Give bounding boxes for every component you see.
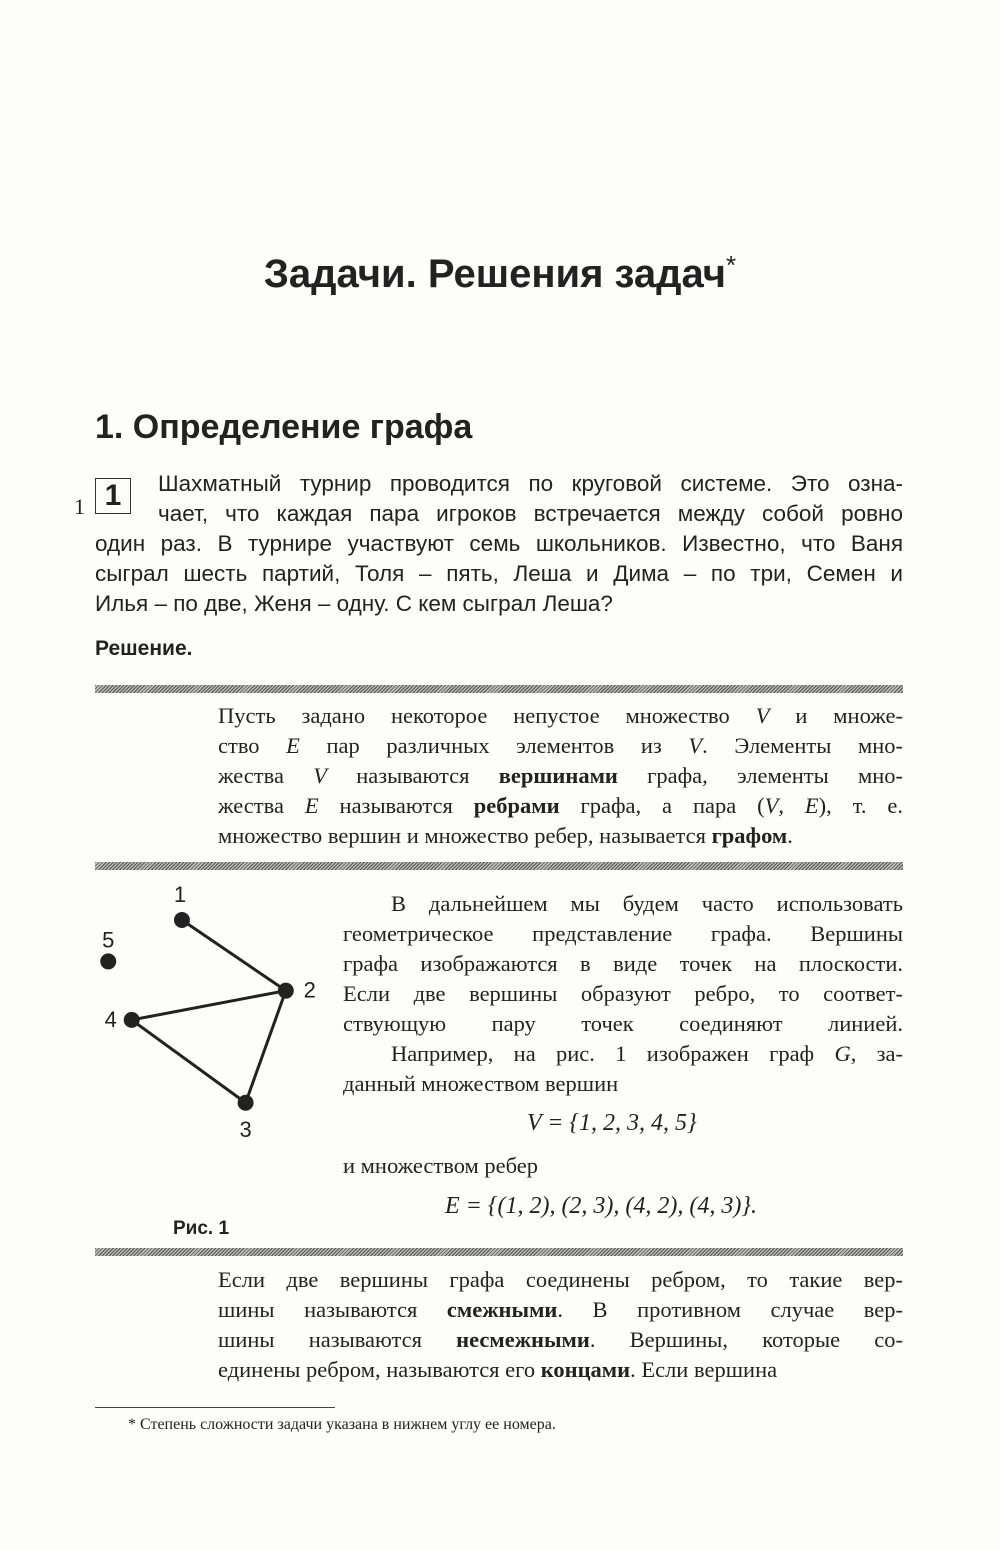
text-segment: жества [218, 793, 305, 818]
text-segment: G [834, 1041, 851, 1066]
text-line [343, 921, 903, 947]
vertex-set-formula: V = {1, 2, 3, 4, 5} [527, 1110, 697, 1136]
hatched-divider [95, 862, 903, 870]
text-segment: ствующую пару точек соединяют линией. [343, 1011, 903, 1036]
text-line [218, 733, 903, 759]
text-segment: шины называются [218, 1297, 447, 1322]
graph-edge [246, 991, 286, 1103]
page-title [0, 252, 1000, 297]
text-segment: V [688, 733, 703, 758]
graph-vertex [100, 953, 116, 969]
text-segment: ), т. е. [818, 793, 903, 818]
footnote-mark: * [726, 250, 737, 280]
text-segment: данный множеством вершин [343, 1071, 619, 1096]
text-line [218, 1267, 903, 1293]
text-segment: графа, элементы мно- [617, 763, 903, 788]
text-segment: . Элементы мно- [702, 733, 904, 758]
text-segment: единены ребром, называются его [218, 1357, 541, 1382]
text-line [343, 1071, 903, 1097]
bold-term: ребрами [473, 793, 560, 818]
vertex-label: 3 [239, 1116, 252, 1142]
bold-term: вершинами [498, 763, 618, 788]
text-line [343, 981, 903, 1007]
text-segment: V [764, 793, 779, 818]
hatched-divider [95, 1248, 903, 1256]
text-line [95, 561, 903, 587]
graph-edge [132, 991, 286, 1020]
text-line [95, 591, 903, 617]
text-segment: E [804, 793, 819, 818]
text-segment: Если две вершины графа соединены ребром, то такие вер- [218, 1267, 903, 1292]
text-line [158, 471, 903, 497]
vertex-label: 1 [173, 882, 187, 907]
edges-intro: и множеством ребер [343, 1153, 539, 1178]
problem-number-box: 1 [95, 478, 131, 514]
text-line [343, 1011, 903, 1037]
graph-edge [182, 920, 286, 991]
text-segment: шины называются [218, 1327, 457, 1352]
graph-vertex [278, 983, 294, 999]
text-line [218, 1357, 903, 1383]
graph-edge [132, 1020, 246, 1103]
text-segment: геометрическое представление графа. Вершины [343, 921, 903, 946]
vertex-label: 5 [102, 927, 115, 953]
text-line [218, 793, 903, 819]
text-line [391, 1041, 903, 1067]
text-line [218, 1327, 903, 1353]
text-segment: жества [218, 763, 314, 788]
footnote: * Степень сложности задачи указана в нижнем углу ее номера. [128, 1416, 556, 1433]
text-line [391, 891, 903, 917]
footnote-rule [95, 1407, 335, 1408]
text-line [218, 763, 903, 789]
text-segment: Илья – по две, Женя – одну. С кем сыграл Леша? [95, 591, 613, 616]
text-segment: E [286, 733, 300, 758]
text-segment: V [755, 703, 770, 728]
text-segment: Шахматный турнир проводится по круговой системе. Это озна- [158, 471, 903, 496]
graph-vertex [174, 912, 190, 928]
text-segment: Например, на рис. 1 изображен граф [391, 1041, 835, 1066]
text-segment: Пусть задано некоторое непустое множество [218, 703, 756, 728]
text-segment: , за- [850, 1041, 904, 1066]
text-segment: называются [318, 793, 474, 818]
graph-vertex [124, 1012, 140, 1028]
difficulty-level: 1 [74, 494, 85, 519]
bold-term: несмежными [456, 1327, 590, 1352]
text-segment: . Вершины, которые со- [589, 1327, 903, 1352]
bold-term: концами [540, 1357, 631, 1382]
text-segment: сыграл шесть партий, Толя – пять, Леша и Дима – по три, Семен и [95, 561, 903, 586]
bold-term: графом [711, 823, 788, 848]
graph-vertex [238, 1095, 254, 1111]
text-segment: ство [218, 733, 287, 758]
text-segment: . [787, 823, 793, 848]
text-segment: и множе- [769, 703, 903, 728]
text-segment: , [778, 793, 805, 818]
text-segment: . В противном случае вер- [557, 1297, 903, 1322]
vertex-label: 2 [303, 977, 316, 1003]
section-heading: 1. Определение графа [95, 408, 473, 446]
text-segment: В дальнейшем мы будем часто использовать [391, 891, 903, 916]
hatched-divider [95, 685, 903, 693]
text-segment: пар различных элементов из [299, 733, 689, 758]
text-line [95, 531, 903, 557]
text-segment: называются [326, 763, 499, 788]
text-segment: V [313, 763, 327, 788]
title-text: Задачи. Решения задач [263, 252, 727, 296]
text-segment: E [304, 793, 319, 818]
figure-caption: Рис. 1 [173, 1218, 230, 1239]
solution-label: Решение. [95, 637, 193, 660]
text-line [218, 1297, 903, 1323]
text-segment: один раз. В турнире участвуют семь школьников. Известно, что Ваня [95, 531, 903, 556]
graph-figure [60, 880, 390, 1240]
text-segment: чает, что каждая пара игроков встречается между собой ровно [158, 501, 903, 526]
text-line [343, 951, 903, 977]
edge-set-formula: E = {(1, 2), (2, 3), (4, 2), (4, 3)}. [445, 1193, 757, 1219]
text-line [218, 703, 903, 729]
text-segment: Если две вершины образуют ребро, то соответ- [343, 981, 903, 1006]
text-line [218, 823, 903, 849]
text-segment: графа, а пара ( [559, 793, 765, 818]
text-line [158, 501, 903, 527]
bold-term: смежными [446, 1297, 558, 1322]
text-segment: графа изображаются в виде точек на плоскости. [343, 951, 903, 976]
text-segment: множество вершин и множество ребер, называется [218, 823, 712, 848]
text-segment: . Если вершина [630, 1357, 778, 1382]
vertex-label: 4 [104, 1006, 117, 1032]
